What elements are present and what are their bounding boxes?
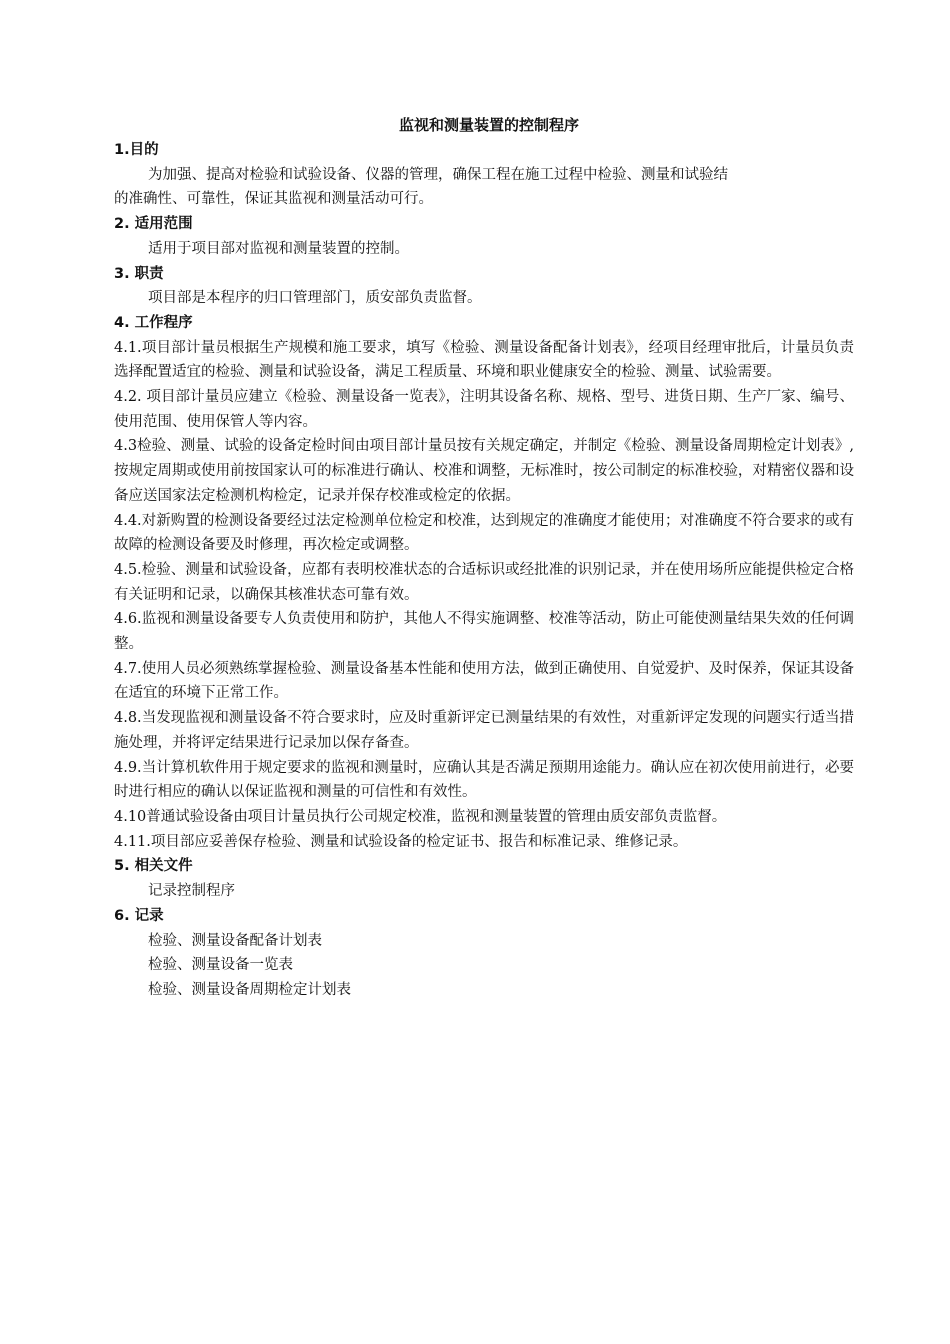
record-item: 检验、测量设备配备计划表: [148, 932, 322, 949]
procedure-step: 4.5.检验、测量和试验设备，应都有表明校准状态的合适标识或经批准的识别记录，并在使用场所应能提供检定合格有关证明和记录，以确保其核准状态可靠有效。: [114, 561, 854, 603]
procedure-step: 4.8.当发现监视和测量设备不符合要求时，应及时重新评定已测量结果的有效性，对重新评定发现的问题实行适当措施处理，并将评定结果进行记录加以保存备查。: [114, 710, 854, 751]
duties-paragraph: 项目部是本程序的归口管理部门，质安部负责监督。: [148, 290, 482, 307]
section-heading-records: 6. 记录: [114, 907, 164, 924]
purpose-line: 为加强、提高对检验和试验设备、仪器的管理，确保工程在施工过程中检验、测量和试验结: [148, 166, 728, 183]
record-item: 检验、测量设备周期检定计划表: [148, 981, 351, 998]
procedure-step: 4.10普通试验设备由项目计量员执行公司规定校准，监视和测量装置的管理由质安部负责监督。: [114, 808, 727, 825]
related-document: 记录控制程序: [148, 883, 235, 900]
page-title: 监视和测量装置的控制程序: [398, 116, 579, 134]
section-heading-related: 5. 相关文件: [114, 858, 193, 875]
scope-paragraph: 适用于项目部对监视和测量装置的控制。: [148, 240, 409, 257]
procedure-step: 4.4.对新购置的检测设备要经过法定检测单位检定和校准，达到规定的准确度才能使用；对准确度不符合要求的或有故障的检测设备要及时修理，再次检定或调整。: [114, 512, 854, 554]
document-page: [114, 112, 854, 1003]
procedure-step: 4.3检验、测量、试验的设备定检时间由项目部计量员按有关规定确定，并制定《检验、测量设备周期检定计划表》,按规定周期或使用前按国家认可的标准进行确认、校准和调整，无标准时，按公司制定的标准校验，对精密仪器和设备应送国家法定检测机构检定，记录并保存校准或检定的依据。: [114, 438, 854, 504]
records-list: [114, 929, 854, 1003]
purpose-line: 的准确性、可靠性，保证其监视和测量活动可行。: [114, 191, 433, 208]
procedure-step: 4.11.项目部应妥善保存检验、测量和试验设备的检定证书、报告和标准记录、维修记录。: [114, 833, 688, 850]
purpose-paragraph: [114, 163, 854, 212]
procedure-step: 4.6.监视和测量设备要专人负责使用和防护，其他人不得实施调整、校准等活动，防止可能使测量结果失效的任何调整。: [114, 611, 854, 653]
section-heading-scope: 2. 适用范围: [114, 216, 193, 233]
procedure-step: 4.2. 项目部计量员应建立《检验、测量设备一览表》，注明其设备名称、规格、型号、进货日期、生产厂家、编号、使用范围、使用保管人等内容。: [114, 389, 854, 430]
section-heading-procedure: 4. 工作程序: [114, 314, 193, 331]
procedure-step: 4.1.项目部计量员根据生产规模和施工要求，填写《检验、测量设备配备计划表》，经项目经理审批后，计量员负责选择配置适宜的检验、测量和试验设备，满足工程质量、环境和职业健康安全的检验、测量、试验需要。: [114, 339, 854, 381]
record-item: 检验、测量设备一览表: [148, 957, 293, 974]
section-heading-duties: 3. 职责: [114, 265, 164, 282]
procedure-step: 4.9.当计算机软件用于规定要求的监视和测量时，应确认其是否满足预期用途能力。确认应在初次使用前进行，必要时进行相应的确认以保证监视和测量的可信性和有效性。: [114, 759, 854, 801]
procedure-step: 4.7.使用人员必须熟练掌握检验、测量设备基本性能和使用方法，做到正确使用、自觉爱护、及时保养，保证其设备在适宜的环境下正常工作。: [114, 660, 854, 702]
section-heading-purpose: 1.目的: [114, 142, 159, 158]
